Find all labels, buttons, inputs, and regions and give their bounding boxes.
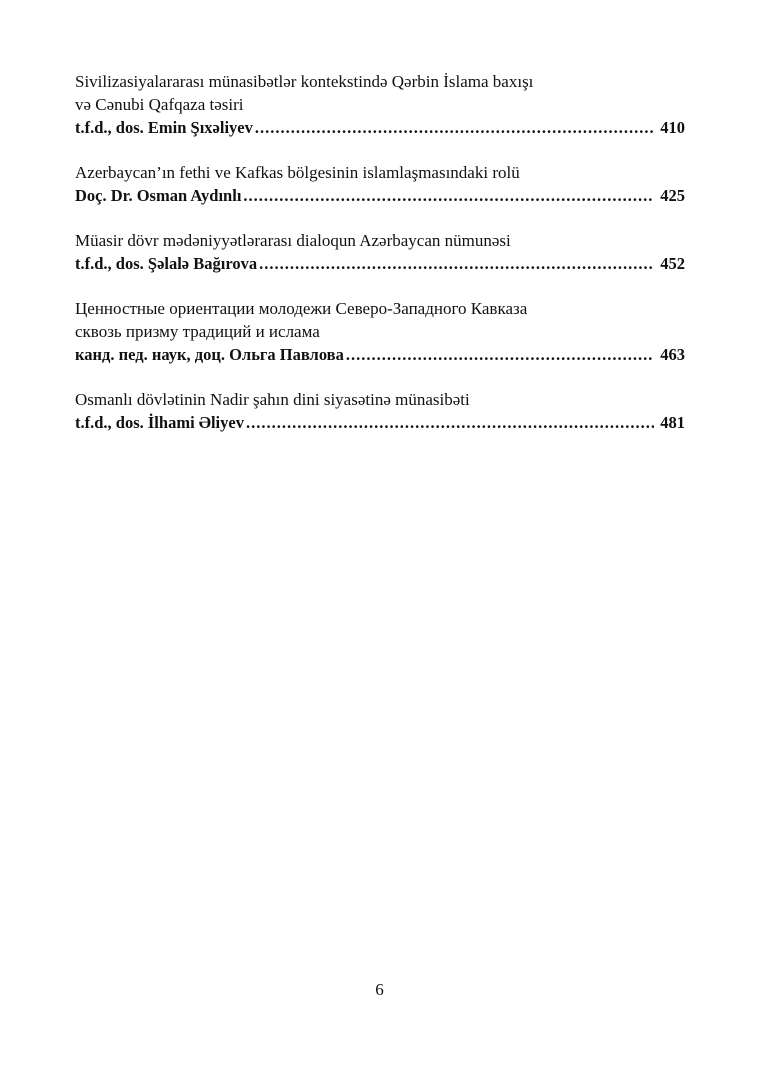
entry-page-number: 481 xyxy=(660,413,685,432)
entry-author: канд. пед. наук, доц. Ольга Павлова xyxy=(75,345,344,364)
page-number-footer: 6 xyxy=(375,980,384,999)
dot-leader xyxy=(246,411,654,434)
entry-title-line: və Cənubi Qafqaza təsiri xyxy=(75,95,244,114)
dot-leader xyxy=(259,252,654,275)
entry-author: t.f.d., dos. Emin Şıxəliyev xyxy=(75,118,253,137)
entry-page-number: 463 xyxy=(660,345,685,364)
entry-author: Doç. Dr. Osman Aydınlı xyxy=(75,186,242,205)
entry-author-line xyxy=(75,252,685,275)
entry-title-line: Ценностные ориентации молодежи Северо-Западного Кавказа xyxy=(75,299,528,318)
toc-entry xyxy=(75,229,685,275)
dot-leader xyxy=(243,184,654,207)
dot-leader xyxy=(346,343,654,366)
entry-author: t.f.d., dos. Şəlalə Bağırova xyxy=(75,254,258,273)
entry-page-number: 452 xyxy=(660,254,685,273)
entry-page-number: 410 xyxy=(660,118,685,137)
entry-author: t.f.d., dos. İlhami Əliyev xyxy=(75,413,244,432)
toc-entry xyxy=(75,161,685,207)
entry-author-line xyxy=(75,411,685,434)
entry-page-number: 425 xyxy=(660,186,685,205)
toc-entry xyxy=(75,297,685,366)
entry-title-line: Osmanlı dövlətinin Nadir şahın dini siyasətinə münasibəti xyxy=(75,390,470,409)
toc-entry xyxy=(75,388,685,434)
dot-leader xyxy=(255,116,654,139)
entry-author-line xyxy=(75,184,685,207)
entry-title-line: Sivilizasiyalararası münasibətlər kontekstində Qərbin İslama baxışı xyxy=(75,72,534,91)
entry-title-line: Müasir dövr mədəniyyətlərarası dialoqun Azərbaycan nümunəsi xyxy=(75,231,511,250)
table-of-contents xyxy=(75,70,685,456)
entry-author-line xyxy=(75,116,685,139)
toc-entry xyxy=(75,70,685,139)
entry-title-line: сквозь призму традиций и ислама xyxy=(75,322,320,341)
entry-title-line: Azerbaycan’ın fethi ve Kafkas bölgesinin islamlaşmasındaki rolü xyxy=(75,163,520,182)
entry-author-line xyxy=(75,343,685,366)
